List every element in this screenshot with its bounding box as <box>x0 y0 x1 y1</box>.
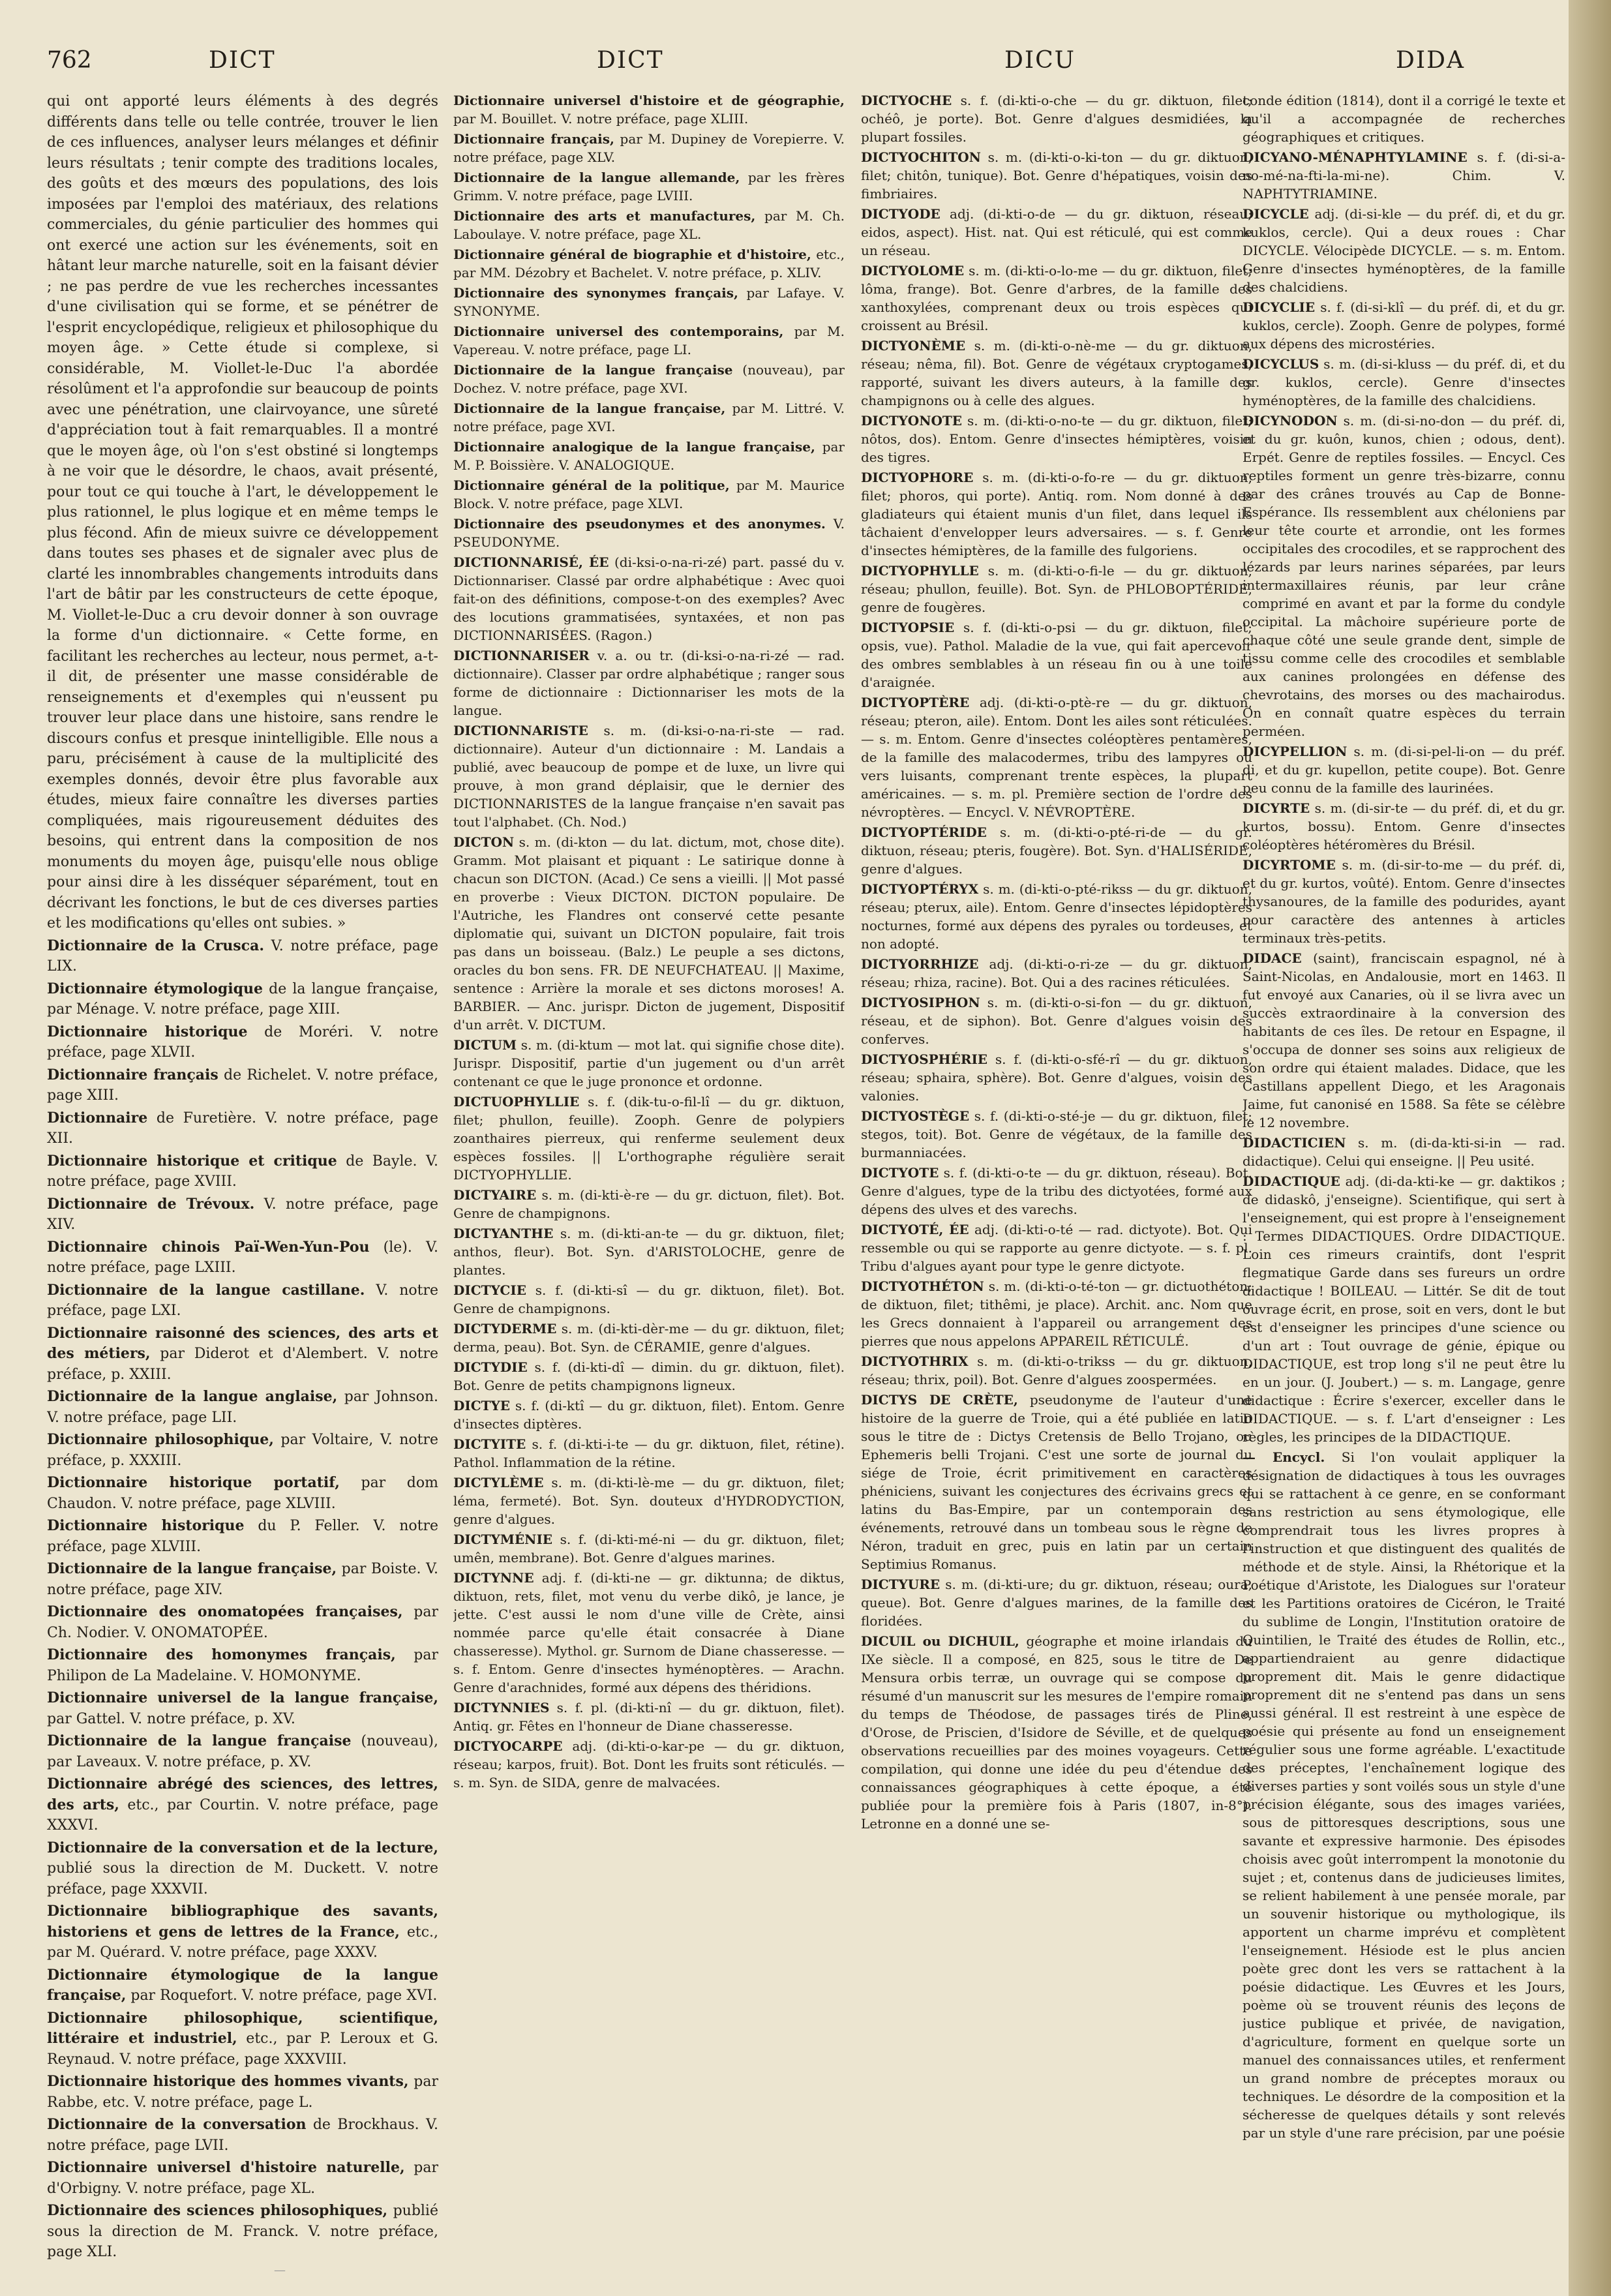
entry-text: pseudonyme de l'auteur d'une histoire de la guerre de Troie, qui a été publiée en latin sous le titre de : Dictys Cretensis de Bello Trojano, ou Ephemeris belli Trojani. C'est une sorte de journal du siége de Troie, écrit primitivement en caractères phéniciens, suivant les conjectures des écrivains grecs et latins du Bas-Empire, par un contemporain des événements, retrouvé dans un tombeau sous le règne de Néron, traduit en grec, puis en latin par un certain Septimius Romanus. <box>861 1392 1252 1572</box>
dictionary-entry <box>861 1164 1252 1218</box>
entry-headword: Dictionnaire chinois Paï-Wen-Yun-Pou <box>47 1238 370 1256</box>
dictionary-entry <box>47 1387 438 1428</box>
dictionary-entry <box>861 1220 1252 1275</box>
dictionary-entry <box>453 245 845 282</box>
entry-text: s. f. pl. (di-kti-nî — du gr. diktuon, filet). Antiq. gr. Fêtes en l'honneur de Diane chasseresse. <box>453 1700 845 1734</box>
dictionary-entry <box>47 2115 438 2156</box>
footer-mark: — <box>274 2263 286 2277</box>
dictionary-entry <box>47 1151 438 1192</box>
dictionary-entry <box>453 207 845 243</box>
running-head-4: DIDA <box>1396 47 1465 74</box>
entry-headword: DICYCLE <box>1242 206 1309 222</box>
entry-text: par M. Bouillet. V. notre préface, page XLIII. <box>453 111 749 127</box>
dictionary-entry <box>453 721 845 831</box>
entry-text: s. f. (di-si-a-no-mé-na-fti-la-mi-ne). Chim. V. NAPHTYTRIAMINE. <box>1242 149 1565 202</box>
entry-headword: DICTYONOTE <box>861 413 963 429</box>
entry-headword: Dictionnaire bibliographique des savants, historiens et gens de lettres de la France, <box>47 1903 438 1941</box>
entry-text: V. notre préface, page XIV. <box>47 1196 438 1233</box>
entry-headword: Dictionnaire général de la politique, <box>453 477 730 493</box>
entry-headword: Dictionnaire historique <box>47 1517 245 1534</box>
entry-text: s. f. (di-kti-o-te — du gr. diktuon, réseau). Bot. Genre d'algues, type de la tribu des dictyotées, formé aux dépens des ulves et des varechs. <box>861 1165 1252 1217</box>
entry-text: s. m. (di-sir-to-me — du préf. di, et du gr. kurtos, voûté). Entom. Genre d'insectes thysanoures, de la famille des podurides, ayant pour caractère des antennes à articles terminaux très-petits. <box>1242 857 1565 946</box>
entry-text: par Rabbe, etc. V. notre préface, page L. <box>47 2074 438 2111</box>
dictionary-entry <box>47 1108 438 1149</box>
entry-headword: DICTYOTE <box>861 1165 939 1181</box>
entry-headword: Dictionnaire des synonymes français, <box>453 285 739 301</box>
dictionary-entry <box>1242 148 1565 203</box>
dictionary-entry <box>1242 949 1565 1132</box>
dictionary-entry <box>47 1065 438 1106</box>
entry-headword: DICUIL ou DICHUIL, <box>861 1633 1019 1649</box>
dictionary-entry <box>47 1280 438 1322</box>
entry-headword: DICTYONÈME <box>861 338 966 354</box>
entry-headword: — Encycl. <box>1242 1449 1325 1465</box>
dictionary-entry <box>453 1036 845 1091</box>
entry-text: adj. (di-da-kti-ke — gr. daktikos ; de didaskô, j'enseigne). Scientifique, qui sert à l'enseignement, qui est propre à l'enseignement : Termes DIDACTIQUES. Ordre DIDACTIQUE. Loin ces rimeurs craintifs, dont l'esprit flegmatique Garde dans ses fureurs un ordre didactique ! BOILEAU. — Littér. Se dit de tout ouvrage écrit, en prose, soit en vers, dont le but est d'enseigner les principes d'une science ou d'un art : Tout ouvrage de génie, épique ou DIDACTIQUE, est trop long s'il ne peut être lu en un jour. (J. Joubert.) — s. m. Langage, genre didactique : Écrire s'exercer, exceller dans le DIDACTIQUE. — s. f. L'art d'enseigner : Les règles, les principes de la DIDACTIQUE. <box>1242 1173 1565 1445</box>
entry-text: s. m. (di-kti-o-lo-me — du gr. diktuon, filet; lôma, frange). Bot. Genre d'arbres, de la famille des xanthoxylées, comprenant deux ou trois espèces qui croissent au Brésil. <box>861 263 1252 333</box>
entry-headword: DICYANO-MÉNAPHTYLAMINE <box>1242 149 1468 165</box>
entry-headword: Dictionnaire de Trévoux. <box>47 1195 255 1213</box>
entry-headword: DICTYOPTÉRIDE <box>861 824 987 840</box>
dictionary-entry <box>47 936 438 977</box>
entry-text: s. m. (di-kti-o-si-fon — du gr. diktuon, réseau, et de siphon). Bot. Genre d'algues voisin des conferves. <box>861 995 1252 1047</box>
dictionary-entry <box>453 1093 845 1184</box>
entry-headword: Dictionnaire de la langue française <box>453 362 733 378</box>
entry-text: par M. Dupiney de Vorepierre. V. notre préface, page XLV. <box>453 131 845 165</box>
entry-headword: DICTYDIE <box>453 1359 528 1375</box>
entry-text: (saint), franciscain espagnol, né à Saint-Nicolas, en Andalousie, mort en 1463. Il fut envoyé aux Canaries, où il se livra avec un succès extraordinaire à la conversion des habitants de ces îles. De retour en Espagne, il s'occupa de donner ses soins aux religieux de son ordre qui étaient malades. Didace, que les Castillans appellent Diego, et les Aragonais Jaime, fut canonisé en 1588. Sa fête se célèbre le 12 novembre. <box>1242 950 1565 1130</box>
dictionary-entry <box>453 399 845 436</box>
dictionary-entry <box>861 1352 1252 1389</box>
entry-text: s. m. (di-si-pel-li-on — du préf. di, et du gr. kupellon, petite coupe). Bot. Genre peu connu de la famille des laurinées. <box>1242 744 1565 796</box>
dictionary-entry <box>453 1358 845 1395</box>
entry-headword: DICTYOTHÉTON <box>861 1278 984 1294</box>
entry-headword: DICYCLUS <box>1242 356 1319 372</box>
entry-text: de Richelet. V. notre préface, page XIII. <box>47 1066 438 1104</box>
entry-headword: DICYCLIE <box>1242 299 1316 315</box>
dictionary-entry <box>861 993 1252 1048</box>
entry-text: s. m. (di-kti-o-fo-re — du gr. diktuon, filet; phoros, qui porte). Antiq. rom. Nom donné à des gladiateurs qui étaient munis d'un filet, dans lequel ils tâchaient d'envelopper leurs adversaires. — s. f. Genre d'insectes hémiptères, de la famille des fulgoriens. <box>861 470 1252 558</box>
dictionary-entry <box>453 322 845 359</box>
entry-headword: Dictionnaire universel des contemporains, <box>453 324 784 339</box>
entry-headword: DICTYOPHYLLE <box>861 563 979 579</box>
entry-text: s. m. (di-da-kti-si-in — rad. didactique). Celui qui enseigne. || Peu usité. <box>1242 1135 1565 1169</box>
entry-text: adj. (di-si-kle — du préf. di, et du gr. kuklos, cercle). Qui a deux roues : Char DICYCLE. Vélocipède DICYCLE. — s. m. Entom. Genre d'insectes hyménoptères, de la famille des chalcidiens. <box>1242 206 1565 295</box>
entry-text: s. m. (di-kti-o-nè-me — du gr. diktuon, réseau; nêma, fil). Bot. Genre de végétaux cryptogames, rapporté, suivant les divers auteurs, à la famille des champignons ou à celle des algues. <box>861 338 1252 408</box>
entry-text: s. f. (di-ktî — du gr. diktuon, filet). Entom. Genre d'insectes diptères. <box>453 1398 845 1432</box>
dictionary-entry <box>47 979 438 1020</box>
dictionary-entry <box>861 618 1252 691</box>
dictionary-entry <box>47 2072 438 2113</box>
dictionary-entry <box>453 1530 845 1567</box>
entry-text: s. f. (di-kti-o-psi — du gr. diktuon, filet; opsis, vue). Pathol. Maladie de la vue, qui fait apercevoir des ombres semblables à un réseau fin ou à une toile d'araignée. <box>861 620 1252 690</box>
entry-headword: Dictionnaire général de biographie et d'histoire, <box>453 247 811 262</box>
entry-text: s. m. (di-kti-o-pté-rikss — du gr. diktuon, réseau; pterux, aile). Entom. Genre d'insectes lépidoptères nocturnes, formé aux dépens des pyrales ou tordeuses, et non adopté. <box>861 881 1252 952</box>
dictionary-entry <box>47 2201 438 2263</box>
entry-text: etc., par M. Quérard. V. notre préface, page XXXV. <box>47 1924 438 1961</box>
dictionary-entry <box>47 1688 438 1729</box>
entry-text: s. m. (di-kti-o-trikss — du gr. diktuon, réseau; thrix, poil). Bot. Genre d'algues zoospermées. <box>861 1353 1252 1387</box>
dictionary-entry <box>47 2008 438 2070</box>
entry-headword: Dictionnaire des pseudonymes et des anonymes. <box>453 516 826 532</box>
entry-text: adj. (di-kti-o-ri-ze — du gr. diktuon, réseau; rhiza, racine). Bot. Qui a des racines réticulées. <box>861 956 1252 990</box>
entry-headword: Dictionnaire analogique de la langue française, <box>453 439 815 455</box>
dictionary-entry <box>861 823 1252 878</box>
dictionary-entry <box>453 438 845 474</box>
entry-text: par Lafaye. V. SYNONYME. <box>453 285 845 319</box>
entry-text: par Diderot et d'Alembert. V. notre préface, p. XXIII. <box>47 1346 438 1383</box>
dictionary-entry <box>453 361 845 397</box>
dictionary-entry <box>453 1186 845 1222</box>
entry-text: s. f. (di-kti-o-sté-je — du gr. diktuon, filet; stegos, toit). Bot. Genre de végétaux, de la famille des burmanniacées. <box>861 1108 1252 1160</box>
dictionary-entry <box>47 2158 438 2199</box>
entry-headword: DICTUM <box>453 1037 517 1053</box>
entry-text: s. m. (di-ktum — mot lat. qui signifie chose dite). Jurispr. Dispositif, partie d'un jugement ou d'un arrêt contenant ce que le juge prononce et ordonne. <box>453 1037 845 1089</box>
dictionary-entry <box>47 1901 438 1963</box>
entry-headword: Dictionnaire universel d'histoire et de géographie, <box>453 93 845 108</box>
dictionary-entry <box>1242 1448 1565 2142</box>
dictionary-entry <box>1242 856 1565 947</box>
dictionary-entry <box>1242 91 1565 146</box>
entry-headword: DIDACE <box>1242 950 1302 966</box>
entry-text: s. m. (di-kti-o-no-te — du gr. diktuon, filet; nôtos, dos). Entom. Genre d'insectes hémiptères, voisin des tigres. <box>861 413 1252 465</box>
dictionary-entry <box>861 1391 1252 1573</box>
entry-text: par Ch. Nodier. V. ONOMATOPÉE. <box>47 1604 438 1641</box>
entry-text: de Bayle. V. notre préface, page XVIII. <box>47 1153 438 1190</box>
entry-text: etc., par MM. Dézobry et Bachelet. V. notre préface, p. XLIV. <box>453 247 845 280</box>
entry-headword: Dictionnaire de la langue française, <box>453 400 726 416</box>
entry-text: (nouveau), par Dochez. V. notre préface, page XVI. <box>453 362 845 396</box>
dictionary-entry <box>453 1435 845 1472</box>
entry-text: par Johnson. V. notre préface, page LII. <box>47 1389 438 1426</box>
entry-text: v. a. ou tr. (di-ksi-o-na-ri-zé — rad. dictionnaire). Classer par ordre alphabétique ; ranger sous forme de dictionnaire : Dictionnariser les mots de la langue. <box>453 648 845 718</box>
entry-headword: Dictionnaire <box>47 1109 148 1126</box>
dictionary-entry <box>1242 298 1565 353</box>
entry-text: s. m. (di-kton — du lat. dictum, mot, chose dite). Gramm. Mot plaisant et piquant : Le satirique donne à chacun son DICTON. (Acad.) Ce sens a vieilli. || Mot passé en proverbe : Vieux DICTON. DICTON populaire. De l'Autriche, les Flandres ont conservé cette pesante diplomatie qui, suivant un DICTON populaire, fait trois pas dans un boisseau. (Balz.) Le peuple a ses dictons, oracles du bon sens. FR. DE NEUFCHATEAU. || Maxime, sentence : Arrière la morale et ses dictons moroses! A. BARBIER. — Anc. jurispr. Dicton de jugement, Dispositif d'un arrêt. V. DICTUM. <box>453 834 845 1033</box>
dictionary-entry <box>453 646 845 719</box>
entry-text: s. m. (di-kti-lè-me — du gr. diktuon, filet; léma, fermeté). Bot. Syn. douteux d'HYDRODYCTION, genre d'algues. <box>453 1475 845 1527</box>
entry-text: s. m. (di-si-kluss — du préf. di, et du gr. kuklos, cercle). Genre d'insectes hyménoptères, de la famille des chalcidiens. <box>1242 356 1565 408</box>
dictionary-entry <box>47 1194 438 1235</box>
entry-headword: DICTYS DE CRÈTE, <box>861 1392 1018 1408</box>
entry-headword: DICTYOPTÈRE <box>861 695 970 710</box>
entry-headword: Dictionnaire philosophique, scientifique, littéraire et industriel, <box>47 2009 438 2047</box>
dictionary-entry <box>1242 412 1565 740</box>
entry-headword: Dictionnaire historique des hommes vivants, <box>47 2073 409 2090</box>
entry-text: conde édition (1814), dont il a corrigé le texte et qu'il a accompagnée de recherches géographiques et critiques. <box>1242 93 1565 145</box>
entry-text: s. f. (di-si-klî — du préf. di, et du gr. kuklos, cercle). Zooph. Genre de polypes, formé aux dépens des microstéries. <box>1242 299 1565 352</box>
entry-text: s. f. (di-kti-dî — dimin. du gr. diktuon, filet). Bot. Genre de petits champignons ligneux. <box>453 1359 845 1393</box>
dictionary-entry <box>1242 742 1565 797</box>
entry-headword: DICTYNNE <box>453 1570 534 1586</box>
entry-text: Si l'on voulait appliquer la désignation de didactiques à tous les ouvrages qui se rattachent à ce genre, en se conformant sans restriction au sens étymologique, elle comprendrait tous les livres propres à l'instruction et que distinguent des qualités de méthode et de style. Ainsi, la Rhétorique et la Poétique d'Aristote, les Dialogues sur l'orateur et les Partitions oratoires de Cicéron, le Traité du sublime de Longin, l'Institution oratoire de Quintilien, le Traité des études de Rollin, etc., appartiendraient au genre didactique proprement dit. Mais le genre didactique proprement dit ne s'entend pas dans un sens aussi général. Il est restreint à une espèce de poésie qui présente au fond un enseignement régulier sous une forme agréable. L'exactitude des préceptes, l'enchaînement logique des diverses parties y sont voilés sous un style d'une précision élégante, sous des images variées, sous de pittoresques descriptions, sous une savante et expressive harmonie. Des épisodes choisis avec goût interrompent la monotonie du sujet ; et, contenus dans de judicieuses limites, se relient habilement à une pensée morale, par un souvenir historique ou mythologique, ils apportent un charme imprévu et complètent l'enseignement. Hésiode est le plus ancien poète grec dont les vers se rattachent à la poésie didactique. Les Œuvres et les Jours, poème où se trouvent réunis des leçons de justice publique et privée, de navigation, d'agriculture, forment en quelque sorte un manuel des connaissances utiles, et renferment un grand nombre de préceptes moraux ou techniques. Le désordre de la composition et la sécheresse de quelques détails y sont relevés par un style d'une rare précision, par une poésie <box>1242 1449 1565 2141</box>
dictionary-entry <box>453 1473 845 1528</box>
entry-text: s. f. (di-kti-o-che — du gr. diktuon, filet; ochéô, je porte). Bot. Genre d'algues desmidiées, la plupart fossiles. <box>861 93 1252 145</box>
entry-headword: DICYRTOME <box>1242 857 1336 873</box>
entry-text: par Boiste. V. notre préface, page XIV. <box>47 1561 438 1598</box>
dictionary-entry <box>453 130 845 166</box>
entry-headword: Dictionnaire universel de la langue française, <box>47 1689 438 1706</box>
entry-headword: DICTYITE <box>453 1436 526 1452</box>
entry-text: par M. Maurice Block. V. notre préface, page XLVI. <box>453 477 845 511</box>
entry-headword: Dictionnaire étymologique de la langue française, <box>47 1966 438 2004</box>
text-column-4 <box>1242 91 1565 2263</box>
entry-text: adj. (di-kti-o-ptè-re — du gr. diktuon, réseau; pteron, aile). Entom. Dont les ailes sont réticulées. — s. m. Entom. Genre d'insectes coléoptères pentamères, de la famille des malacodermes, tribu des lampyres ou vers luisants, comprenant trente espèces, la plupart américaines. — s. m. pl. Première section de l'ordre des névroptères. — Encycl. V. NÉVROPTÈRE. <box>861 695 1252 820</box>
entry-text: de Moréri. V. notre préface, page XLVII. <box>47 1023 438 1061</box>
dictionary-entry <box>861 1575 1252 1630</box>
dictionary-entry <box>861 337 1252 410</box>
entry-text: etc., par Courtin. V. notre préface, page XXXVI. <box>47 1796 438 1834</box>
entry-headword: DICTYCIE <box>453 1282 526 1298</box>
entry-headword: DICTYOPSIE <box>861 620 955 635</box>
dictionary-entry <box>47 1965 438 2006</box>
entry-text: par M. P. Boissière. V. ANALOGIQUE. <box>453 439 845 473</box>
dictionary-entry <box>861 262 1252 335</box>
entry-text: publié sous la direction de M. Duckett. V. notre préface, page XXXVII. <box>47 1860 438 1897</box>
dictionary-entry <box>453 1224 845 1279</box>
entry-text: géographe et moine irlandais du IXe siècle. Il a composé, en 825, sous le titre de De Mensura orbis terræ, un ouvrage qui se compose du résumé d'un manuscrit sur les mesures de l'empire romain du temps de Théodose, de passages tirés de Pline, d'Orose, de Priscien, d'Isidore de Séville, et de quelques observations recueillies par des moines voyageurs. Cette compilation, qui donne une idée du peu d'étendue des connaissances géographiques à cette époque, a été publiée pour la première fois à Paris (1807, in-8°). Letronne en a donné une se- <box>861 1633 1252 1832</box>
entry-text: s. m. (di-kti-o-ki-ton — du gr. diktuon, filet; chitôn, tunique). Bot. Genre d'hépatiques, voisin des fimbriaires. <box>861 149 1252 202</box>
dictionary-entry <box>453 1569 845 1697</box>
entry-text: s. f. (di-kti-i-te — du gr. diktuon, filet, rétine). Pathol. Inflammation de la rétine. <box>453 1436 845 1470</box>
entry-text: publié sous la direction de M. Franck. V. notre préface, page XLI. <box>47 2203 438 2260</box>
entry-text: adj. (di-kti-o-kar-pe — du gr. diktuon, réseau; karpos, fruit). Bot. Dont les fruits sont réticulés. — s. m. Syn. de SIDA, genre de malvacées. <box>453 1738 845 1790</box>
entry-headword: DICTYE <box>453 1398 511 1413</box>
dictionary-entry <box>861 412 1252 466</box>
page-number: 762 <box>47 47 92 74</box>
dictionary-entry <box>861 562 1252 616</box>
entry-headword: Dictionnaire de la Crusca. <box>47 937 264 954</box>
entry-text: du P. Feller. V. notre préface, page XLVIII. <box>47 1518 438 1555</box>
entry-headword: DICTYDERME <box>453 1321 557 1337</box>
dictionary-entry <box>861 205 1252 260</box>
entry-text: s. m. (di-kti-dèr-me — du gr. diktuon, filet; derma, peau). Bot. Syn. de CÉRAMIE, genre d'algues. <box>453 1321 845 1355</box>
dictionary-entry <box>453 476 845 513</box>
dictionary-entry <box>861 148 1252 203</box>
entry-text: de Brockhaus. V. notre préface, page LVII. <box>47 2117 438 2154</box>
entry-text: s. f. (di-kti-o-sfé-rî — du gr. diktuon, réseau; sphaira, sphère). Bot. Genre d'algues, voisin des valonies. <box>861 1051 1252 1104</box>
entry-headword: DICTIONNARISTE <box>453 723 588 738</box>
entry-headword: DICTYOSTÈGE <box>861 1108 970 1124</box>
entry-headword: Dictionnaire philosophique, <box>47 1431 274 1448</box>
entry-headword: Dictionnaire de la langue allemande, <box>453 170 740 185</box>
dictionary-entry <box>47 1516 438 1557</box>
entry-text: adj. f. (di-kti-ne — gr. diktunna; de diktus, diktuon, rets, filet, mot venu du verbe dikô, je lance, je jette. C'est aussi le nom d'une ville de Crète, ainsi nommée parce qu'elle était consacrée à Diane chasseresse). Mythol. gr. Surnom de Diane chasseresse. — s. f. Entom. Genre d'insectes hyménoptères. — Arachn. Genre d'arachnides, formé aux dépens des théridions. <box>453 1570 845 1695</box>
dictionary-entry <box>453 91 845 128</box>
dictionary-entry <box>47 1022 438 1063</box>
dictionary-entry <box>861 91 1252 146</box>
entry-headword: Dictionnaire raisonné des sciences, des arts et des métiers, <box>47 1324 438 1362</box>
entry-headword: DICTYMÉNIE <box>453 1532 553 1547</box>
dictionary-entry <box>47 1774 438 1836</box>
entry-headword: Dictionnaire français, <box>453 131 614 147</box>
text-column-3 <box>861 91 1252 2263</box>
text-column-1 <box>47 91 438 2263</box>
entry-headword: Dictionnaire des sciences philosophiques, <box>47 2202 388 2219</box>
entry-headword: DICTYOSIPHON <box>861 995 980 1010</box>
dictionary-entry <box>861 1107 1252 1162</box>
entry-text: (nouveau), par Laveaux. V. notre préface, p. XV. <box>47 1733 438 1770</box>
entry-headword: DICTYORRHIZE <box>861 956 979 972</box>
entry-headword: DIDACTIQUE <box>1242 1173 1340 1189</box>
dictionary-entry <box>1242 799 1565 854</box>
dictionary-entry <box>453 1737 845 1792</box>
entry-headword: DICTYURE <box>861 1577 941 1592</box>
entry-headword: DICTYOTÉ, ÉE <box>861 1222 969 1237</box>
dictionary-entry <box>47 1559 438 1600</box>
entry-text: V. notre préface, page LXI. <box>47 1282 438 1319</box>
entry-headword: Dictionnaire des homonymes français, <box>47 1646 396 1663</box>
entry-headword: DICTIONNARISER <box>453 648 590 663</box>
dictionary-entry <box>47 1731 438 1772</box>
entry-headword: Dictionnaire français <box>47 1066 218 1083</box>
entry-headword: DICTYNNIES <box>453 1700 550 1715</box>
dictionary-entry <box>1242 1172 1565 1446</box>
dictionary-entry <box>47 1645 438 1686</box>
entry-headword: DICTYOCHE <box>861 93 952 108</box>
dictionary-entry <box>453 1320 845 1356</box>
dictionary-entry <box>1242 1134 1565 1170</box>
dictionary-entry <box>453 1281 845 1318</box>
entry-text: par Gattel. V. notre préface, p. XV. <box>47 1710 295 1727</box>
entry-text: adj. (di-kti-o-de — du gr. diktuon, réseau; eidos, aspect). Hist. nat. Qui est réticulé, qui est comme un réseau. <box>861 206 1252 258</box>
entry-text: par Philipon de La Madelaine. V. HOMONYME. <box>47 1647 438 1684</box>
entry-text: par M. Vapereau. V. notre préface, page LI. <box>453 324 845 357</box>
dictionary-entry <box>861 955 1252 991</box>
dictionary-entry <box>47 1473 438 1514</box>
entry-headword: Dictionnaire de la langue castillane. <box>47 1281 365 1299</box>
entry-headword: Dictionnaire de la langue française <box>47 1732 352 1749</box>
entry-headword: DICYRTE <box>1242 800 1310 816</box>
text-column-2 <box>453 91 845 2263</box>
entry-headword: Dictionnaire de la conversation et de la lecture, <box>47 1839 438 1856</box>
entry-text: s. m. (di-kti-ure; du gr. diktuon, réseau; oura, queue). Bot. Genre d'algues marines, de la famille des floridées. <box>861 1577 1252 1629</box>
entry-headword: DICTUOPHYLLIE <box>453 1094 580 1110</box>
entry-text: par dom Chaudon. V. notre préface, page XLVIII. <box>47 1475 438 1512</box>
running-head-3: DICU <box>1004 47 1076 74</box>
entry-text: s. m. (di-sir-te — du préf. di, et du gr. kurtos, bossu). Entom. Genre d'insectes coléoptères hétéromères du Brésil. <box>1242 800 1565 853</box>
dictionary-entry <box>453 553 845 644</box>
dictionary-entry <box>861 880 1252 953</box>
dictionary-entry <box>453 1397 845 1433</box>
dictionary-entry <box>47 1323 438 1385</box>
entry-headword: DICTON <box>453 834 515 850</box>
dictionary-entry <box>453 168 845 205</box>
entry-text: s. f. (di-kti-sî — du gr. diktuon, filet). Bot. Genre de champignons. <box>453 1282 845 1316</box>
entry-text: s. m. (di-kti-o-té-ton — gr. dictuothéton; de diktuon, filet; tithêmi, je place). Archit. anc. Nom que les Grecs donnaient à l'appareil ou arrangement des pierres que nous appelons APPAREIL RÉTICULÉ. <box>861 1278 1252 1349</box>
dictionary-entry <box>861 693 1252 821</box>
entry-text: par M. Ch. Laboulaye. V. notre préface, page XL. <box>453 208 845 242</box>
dictionary-entry <box>47 1430 438 1471</box>
entry-text: s. m. (di-ksi-o-na-ri-ste — rad. dictionnaire). Auteur d'un dictionnaire : M. Landais a publié, avec beaucoup de pompe et de luxe, un livre qui prouve, à mon grand déplaisir, que le dernier des DICTIONNARISTES de la langue française n'en savait pas tout l'alphabet. (Ch. Nod.) <box>453 723 845 830</box>
dictionary-entry <box>453 515 845 551</box>
entry-headword: DICYNODON <box>1242 413 1338 429</box>
entry-headword: DICTYLÈME <box>453 1475 544 1490</box>
dictionary-entry <box>861 1277 1252 1350</box>
entry-headword: Dictionnaire historique et critique <box>47 1152 337 1170</box>
entry-text: qui ont apporté leurs éléments à des degrés différents dans telle ou telle contrée, trouver le lien de ces influences, analyser leurs mélanges et définir leurs résultats ; tenir compte des traditions locales, des goûts et des mœurs des populations, des lois imposées par l'emploi des matériaux, des relations commerciales, du génie particulier des hommes qui ont exercé une action sur les événements, soit en hâtant leur marche naturelle, soit en la faisant dévier ; ne pas perdre de vue les recherches incessantes d'une civilisation qui se forme, et se pénétrer de l'esprit encyclopédique, religieux et philosophique du moyen âge. » Cette étude si complexe, si considérable, M. Viollet-le-Duc l'a abordée résolûment et l'a approfondie sur beaucoup de points avec une pénétration, une clairvoyance, une sûreté d'appréciation tout à fait remarquables. Il a montré que le moyen âge, où l'on s'est obstiné si longtemps à ne voir que le désordre, le chaos, avait présenté, pour tout ce qui touche à l'art, le développement le plus rationnel, le plus logique et en même temps le plus fécond. Afin de mieux suivre ce développement dans toutes ses phases et de signaler avec plus de clarté les innombrables changements introduits dans l'art de bâtir par les constructeurs de cette époque, M. Viollet-le-Duc a cru devoir donner à son ouvrage la forme d'un dictionnaire. « Cette forme, en facilitant les recherches au lecteur, nous permet, a-t-il dit, de présenter une masse considérable de renseignements et d'exemples qui n'eussent pu trouver leur place dans une histoire, sans rendre le discours confus et presque inintelligible. Elle nous a paru, précisément à cause de la multiplicité des exemples donnés, devoir être plus favorable aux études, mieux faire connaître les diverses parties compliquées, mais rigoureusement déduites des besoins, qui entrent dans la composition de nos monuments du moyen âge, puisqu'elle nous oblige pour ainsi dire à les disséquer séparément, tout en décrivant les fonctions, le but de ces diverses parties et les modifications qu'elles ont subies. » <box>47 93 438 931</box>
entry-headword: Dictionnaire étymologique <box>47 980 263 997</box>
entry-headword: DIDACTICIEN <box>1242 1135 1346 1151</box>
dictionary-entry <box>1242 205 1565 296</box>
dictionary-entry <box>453 1699 845 1735</box>
entry-headword: DICTYOPTÉRYX <box>861 881 979 897</box>
dictionary-entry <box>861 468 1252 560</box>
entry-headword: Dictionnaire des arts et manufactures, <box>453 208 756 224</box>
entry-text: de Furetière. V. notre préface, page XII. <box>47 1110 438 1147</box>
entry-text: s. m. (di-kti-è-re — du gr. dictuon, filet). Bot. Genre de champignons. <box>453 1187 845 1221</box>
entry-headword: DICTYOCHITON <box>861 149 981 165</box>
entry-text: s. f. (di-kti-mé-ni — du gr. diktuon, filet; umên, membrane). Bot. Genre d'algues marines. <box>453 1532 845 1565</box>
entry-text: par Voltaire, V. notre préface, p. XXXIII. <box>47 1432 438 1469</box>
entry-text: de la langue française, par Ménage. V. notre préface, page XIII. <box>47 980 438 1018</box>
entry-headword: DICTIONNARISÉ, ÉE <box>453 554 609 570</box>
entry-headword: Dictionnaire de la langue française, <box>47 1560 337 1577</box>
entry-headword: DICTYOPHORE <box>861 470 974 485</box>
entry-headword: Dictionnaire des onomatopées françaises, <box>47 1603 403 1620</box>
entry-headword: DICTYOLOME <box>861 263 965 279</box>
running-head-2: DICT <box>597 47 664 74</box>
dictionary-entry <box>47 1838 438 1900</box>
dictionary-entry <box>861 1050 1252 1105</box>
entry-headword: Dictionnaire abrégé des sciences, des lettres, des arts, <box>47 1775 438 1813</box>
entry-text: (le). V. notre préface, page LXIII. <box>47 1239 438 1276</box>
entry-text: etc., par P. Leroux et G. Reynaud. V. notre préface, page XXXVIII. <box>47 2031 438 2068</box>
entry-headword: DICTYOTHRIX <box>861 1353 969 1369</box>
entry-text: s. m. (di-kti-o-fi-le — du gr. diktuon, réseau; phullon, feuille). Bot. Syn. de PHLOBOPTÉRIDE, genre de fougères. <box>861 563 1252 615</box>
entry-headword: DICYPELLION <box>1242 744 1348 759</box>
entry-text: par Roquefort. V. notre préface, page XVI. <box>130 1987 438 2004</box>
entry-text: adj. (di-kti-o-té — rad. dictyote). Bot. Qui ressemble ou qui se rapporte au genre dictyote. — s. f. pl. Tribu d'algues ayant pour type le genre dictyote. <box>861 1222 1252 1274</box>
entry-headword: Dictionnaire historique portatif, <box>47 1474 340 1491</box>
entry-text: s. m. (di-kti-o-pté-ri-de — du gr. diktuon, réseau; pteris, fougère). Bot. Syn. d'HALISÉRIDE, genre d'algues. <box>861 824 1252 877</box>
dictionary-entry <box>47 1602 438 1643</box>
entry-text: par d'Orbigny. V. notre préface, page XL. <box>47 2160 438 2197</box>
dictionary-entry <box>861 1632 1252 1833</box>
entry-headword: DICTYODE <box>861 206 941 222</box>
entry-headword: DICTYOCARPE <box>453 1738 563 1754</box>
dictionary-entry <box>453 833 845 1034</box>
page-header <box>0 47 1611 86</box>
entry-text: s. f. (dik-tu-o-fil-lî — du gr. diktuon, filet; phullon, feuille). Zooph. Genre de polypiers zoanthaires pierreux, qui renferme seulement deux espèces fossiles. || L'orthographe régulière serait DICTYOPHYLLIE. <box>453 1094 845 1183</box>
entry-headword: Dictionnaire universel d'histoire naturelle, <box>47 2159 405 2176</box>
running-head-1: DICT <box>209 47 276 74</box>
dictionary-entry <box>47 91 438 934</box>
entry-text: (di-ksi-o-na-ri-zé) part. passé du v. Dictionnariser. Classé par ordre alphabétique : Avec quoi fait-on des définitions, compose-t-on des exemples? Avec des locutions grammatisées, syntaxées, et non pas DICTIONNARISÉES. (Ragon.) <box>453 554 845 643</box>
entry-text: s. m. (di-si-no-don — du préf. di, et du gr. kuôn, kunos, chien ; odous, dent). Erpét. Genre de reptiles fossiles. — Encycl. Ces reptiles forment un genre très-bizarre, connu par des crânes trouvés au Cap de Bonne-Espérance. Ils ressemblent aux chéloniens par leur tête courte et arrondie, ont les formes occipitales des crocodiles, et se rapprochent des lézards par leurs narines séparées, par leurs intermaxillaires réunis, par leur crâne comprimé en avant et par la forme du condyle occipital. La mâchoire supérieure porte de chaque côté une seule grande dent, simple de tissu comme celle des crocodiles et semblable aux canines prolongées en défense des chevrotains, des morses ou des machairodus. On en connaît quatre espèces du terrain perméen. <box>1242 413 1565 739</box>
entry-text: par les frères Grimm. V. notre préface, page LVIII. <box>453 170 845 204</box>
entry-text: s. m. (di-kti-an-te — du gr. diktuon, filet; anthos, fleur). Bot. Syn. d'ARISTOLOCHE, genre de plantes. <box>453 1226 845 1278</box>
dictionary-entry <box>453 284 845 320</box>
dictionary-entry <box>47 1237 438 1278</box>
entry-headword: DICTYAIRE <box>453 1187 537 1203</box>
entry-headword: Dictionnaire historique <box>47 1023 248 1040</box>
entry-headword: DICTYANTHE <box>453 1226 554 1241</box>
entry-headword: Dictionnaire de la conversation <box>47 2116 307 2133</box>
entry-text: V. PSEUDONYME. <box>453 516 845 550</box>
entry-headword: DICTYOSPHÉRIE <box>861 1051 988 1067</box>
entry-headword: Dictionnaire de la langue anglaise, <box>47 1388 338 1405</box>
entry-text: V. notre préface, page LIX. <box>47 937 438 974</box>
dictionary-entry <box>1242 355 1565 410</box>
page-gutter-shadow <box>1569 0 1611 2296</box>
entry-text: par M. Littré. V. notre préface, page XVI. <box>453 400 845 434</box>
